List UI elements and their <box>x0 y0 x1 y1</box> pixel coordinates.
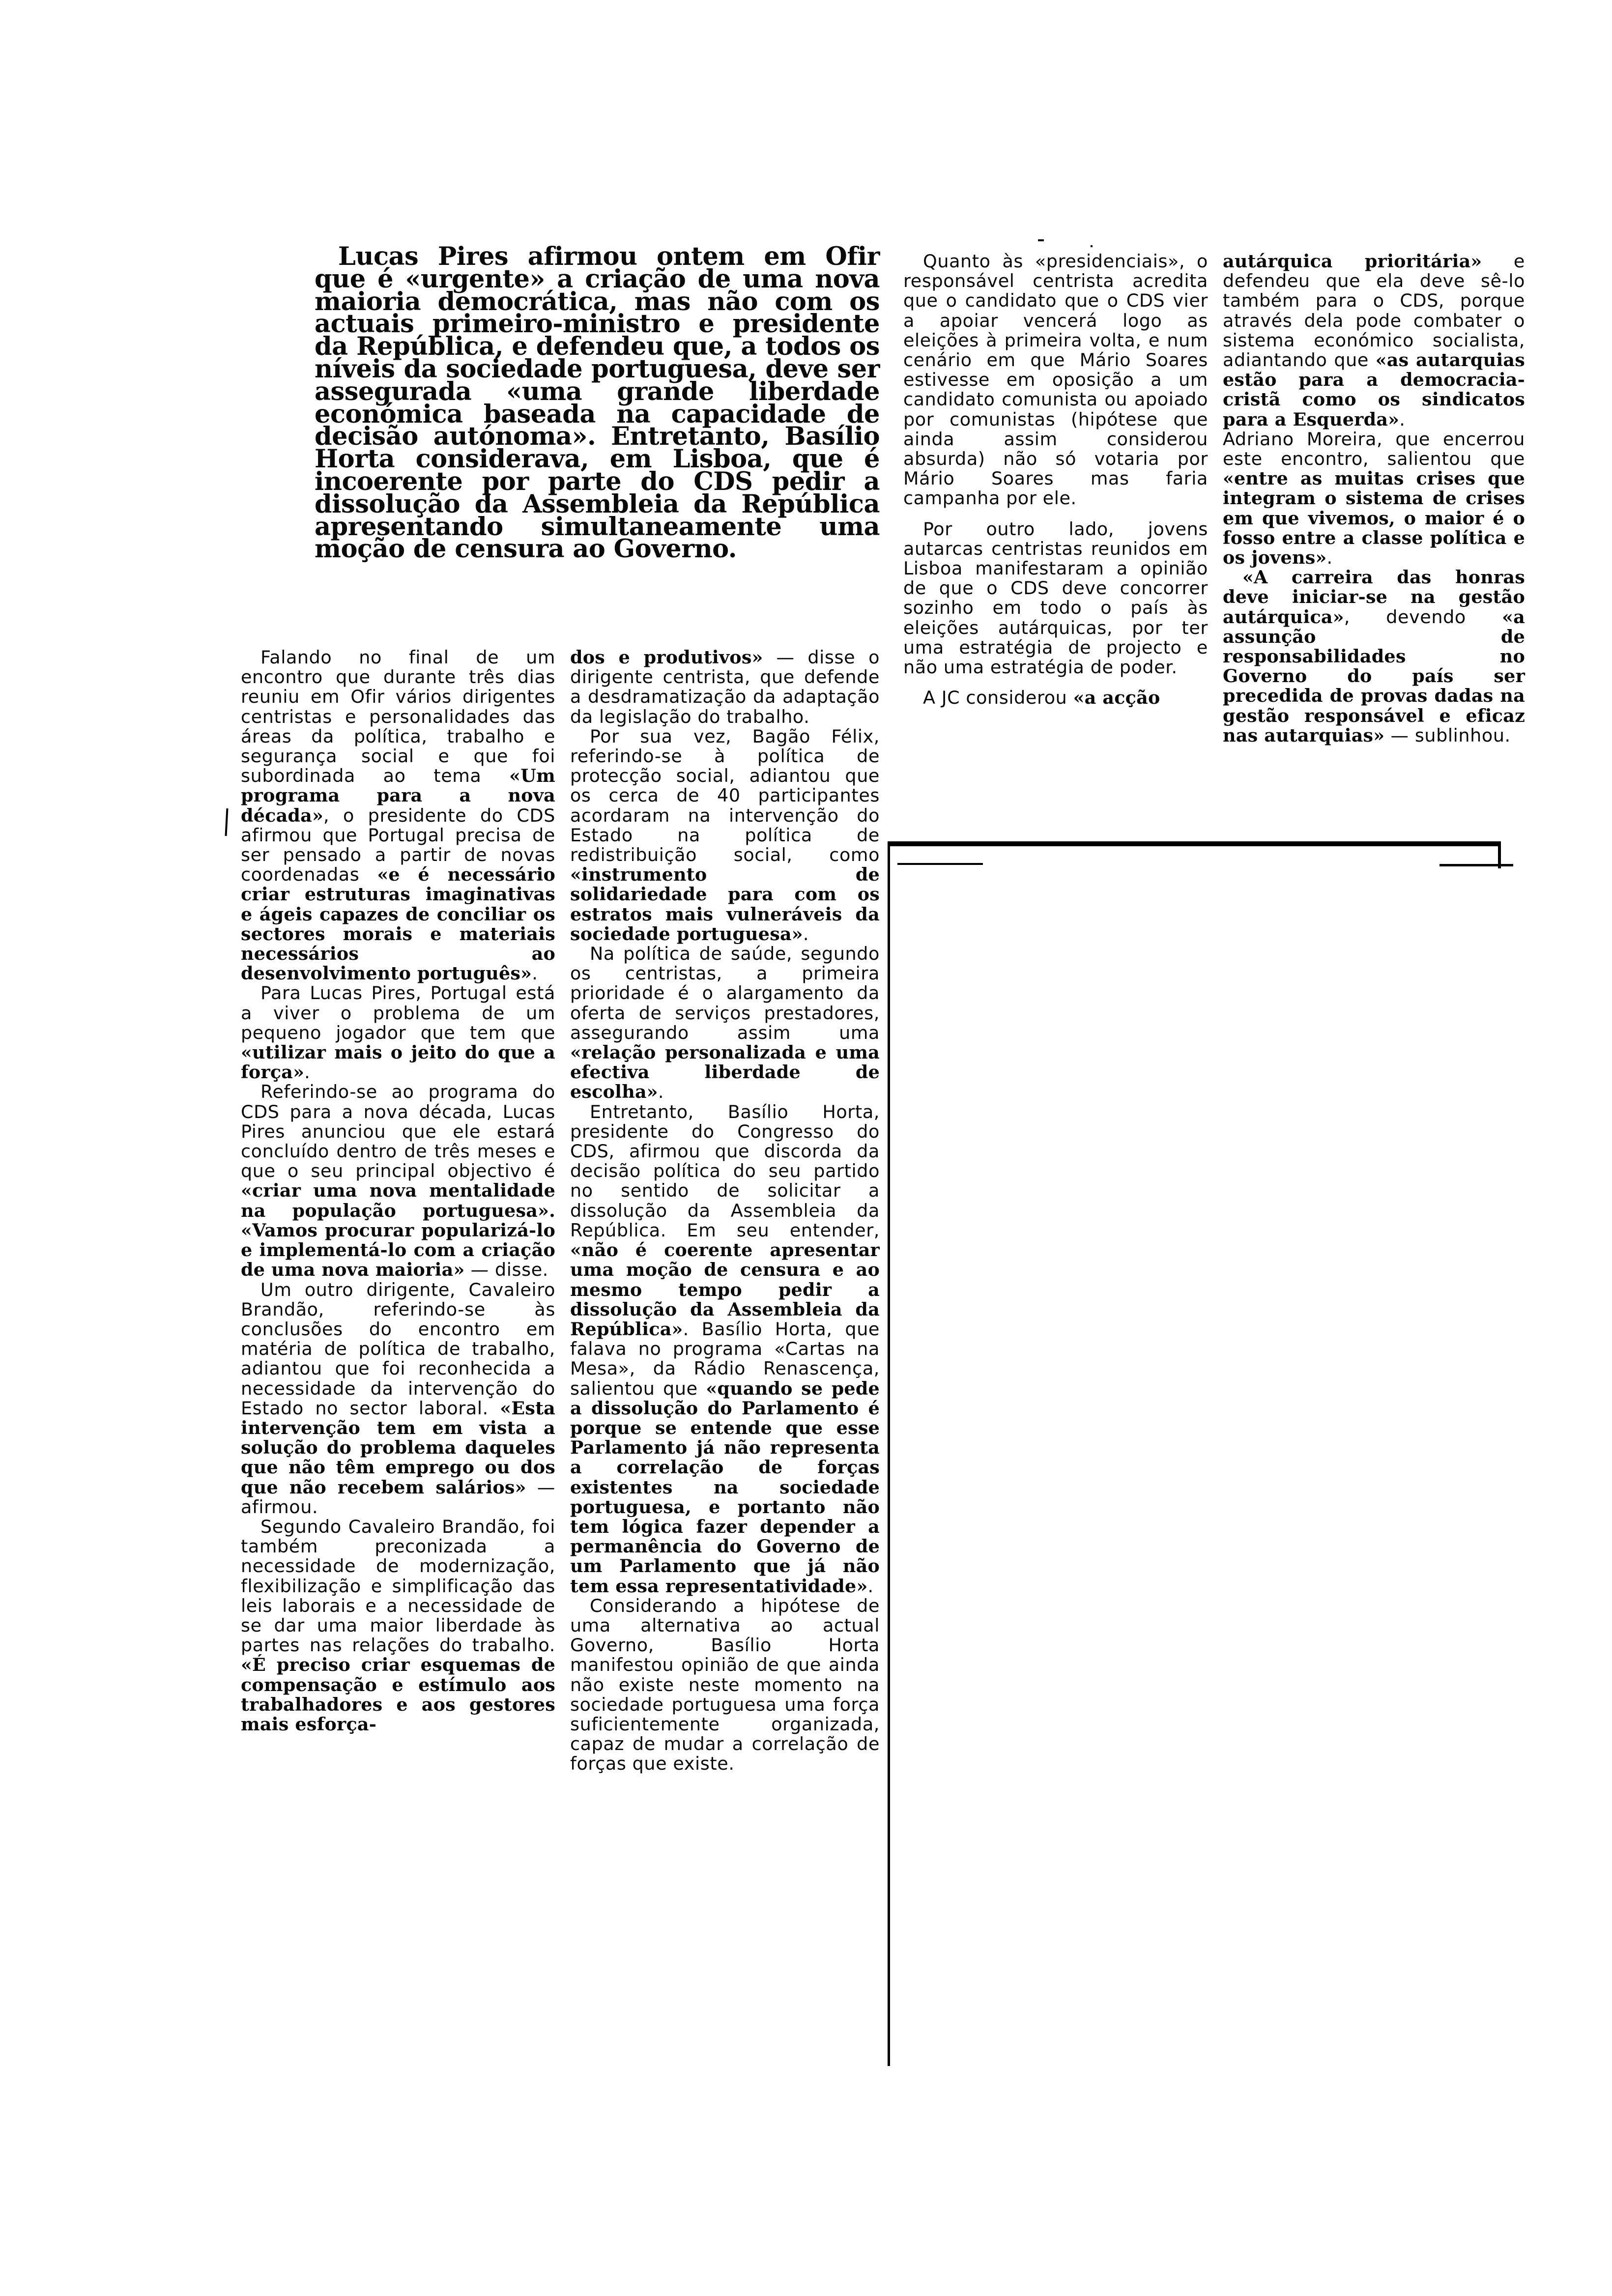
text-run: Por outro lado, jovens autarcas centristas reunidos em Lisboa manifestaram a opinião de que o CDS deve concorrer sozinho em todo o país às eleições autárquicas, por ter uma estratégia de projecto e não uma estratégia de poder. <box>903 518 1208 678</box>
bold-quote-run: «as autarquias estão para a democracia-cristã como os sindicatos para a Esquerda» <box>1223 349 1525 430</box>
text-run: . <box>1326 547 1333 569</box>
text-run: Falando no final de um encontro que durante três dias reuniu em Ofir vários dirigentes centristas e personalidades das áreas da política, trabalho e segurança social e que foi subordinada ao tema <box>241 647 555 787</box>
bold-quote-run: dos e produtivos» <box>570 647 763 668</box>
text-run: Quanto às «presidenciais», o responsável centrista acredita que o candidato que o CDS vier a apoiar vencerá logo as eleições à primeira volta, e num cenário em que Mário Soares estivesse em oposição a um candidato comunista ou apoiado por comunistas (hipótese que ainda assim considerou absurda) não só votaria por Mário Soares mas faria campanha por ele. <box>903 251 1208 509</box>
paragraph <box>1223 568 1525 746</box>
paragraph <box>903 688 1208 708</box>
text-run: — disse. <box>464 1259 548 1281</box>
bold-quote-run: «a acção <box>1073 687 1160 709</box>
paragraph <box>570 648 880 727</box>
bold-quote-run: «criar uma nova mentalidade na população portuguesa». «Vamos procurar popularizá-lo e implementá-lo com a criação de uma nova maioria» <box>241 1180 555 1281</box>
text-run: Considerando a hipótese de uma alternativa ao actual Governo, Basílio Horta manifestou opinião de que ainda não existe neste momento na sociedade portuguesa uma força suficientemente organizada, capaz de mudar a correlação de forças que existe. <box>570 1595 880 1775</box>
box-inner-rule-right <box>1439 864 1513 866</box>
article-column-4 <box>1223 252 1525 746</box>
bold-quote-run: «Um programa para a nova década» <box>241 765 555 826</box>
paragraph <box>241 1517 555 1734</box>
text-run: Referindo-se ao programa do CDS para a nova década, Lucas Pires anunciou que ele estará concluído dentro de três meses e que o seu principal objectivo é <box>241 1081 555 1182</box>
paragraph <box>241 983 555 1082</box>
paragraph <box>570 727 880 944</box>
text-run: . Basílio Horta, que falava no programa «Cartas na Mesa», da Rádio Renascença, salientou que <box>570 1318 880 1399</box>
paragraph <box>241 1280 555 1517</box>
text-run: . <box>304 1062 311 1083</box>
text-run: A JC considerou <box>923 687 1073 709</box>
text-run: , devendo <box>1344 606 1502 628</box>
bold-quote-run: «quando se pede a dissolução do Parlamento é porque se entende que esse Parlamento já não representa a correlação de forças existentes na sociedade portuguesa, e portanto não tem lógica fazer depender a permanência do Governo de um Parlamento que já não tem essa representatividade» <box>570 1378 880 1597</box>
scan-mark-top <box>1038 239 1044 241</box>
paragraph <box>241 648 555 983</box>
text-run: Um outro dirigente, Cavaleiro Brandão, referindo-se às conclusões do encontro em matéria de política de trabalho, adiantou que foi reconhecida a necessidade da intervenção do Estado no sector laboral. <box>241 1279 555 1419</box>
box-top-rule <box>890 841 1501 846</box>
text-run: — afirmou. <box>241 1476 555 1518</box>
lead-text: Lucas Pires afirmou ontem em Ofir que é «urgente» a criação de uma nova maioria democrática, mas não com os actuais primeiro-ministro e presidente da República, e defendeu que, a todos os níveis da sociedade portuguesa, deve ser assegurada «uma grande liberdade económica baseada na capacidade de decisão autónoma». Entretanto, Basílio Horta considerava, em Lisboa, que é incoerente por parte do CDS pedir a dissolução da Assembleia da República apresentando simultaneamente uma moção de censura ao Governo. <box>315 242 880 564</box>
bold-quote-run: «relação personalizada e uma efectiva liberdade de escolha» <box>570 1042 880 1103</box>
text-run: . <box>1399 408 1406 430</box>
text-run: . <box>867 1575 874 1597</box>
bold-quote-run: «entre as muitas crises que integram o sistema de crises em que vivemos, o maior é o fosso entre a classe política e os jovens» <box>1223 468 1525 569</box>
paragraph <box>903 519 1208 678</box>
paragraph <box>1223 430 1525 568</box>
text-run: Entretanto, Basílio Horta, presidente do Congresso do CDS, afirmou que discorda da decisão política do seu partido no sentido de solicitar a dissolução da Assembleia da República. Em seu entender, <box>570 1101 880 1241</box>
paragraph <box>570 1596 880 1774</box>
bold-quote-run: «não é coerente apresentar uma moção de censura e ao mesmo tempo pedir a dissolução da Assembleia da República» <box>570 1239 880 1340</box>
scan-mark-left <box>225 808 229 836</box>
lead-paragraph <box>315 242 880 564</box>
text-run: , o presidente do CDS afirmou que Portugal precisa de ser pensado a partir de novas coordenadas <box>241 804 555 886</box>
bold-quote-run: «a assunção de responsabilidades no Governo do país ser precedida de provas dadas na gestão responsável e eficaz nas autarquias» <box>1223 606 1525 746</box>
paragraph <box>570 1102 880 1596</box>
bold-quote-run: «A carreira das honras deve iniciar-se na gestão autárquica» <box>1223 567 1525 628</box>
text-run: . <box>532 963 538 984</box>
article-column-1 <box>241 648 555 1734</box>
paragraph <box>241 1082 555 1280</box>
bold-quote-run: «utilizar mais o jeito do que a força» <box>241 1042 555 1083</box>
bold-quote-run: «É preciso criar esquemas de compensação e estímulo aos trabalhadores e aos gestores mais esforça- <box>241 1654 555 1735</box>
text-run: . <box>803 923 809 945</box>
article-column-3 <box>903 252 1208 708</box>
article-column-2 <box>570 648 880 1774</box>
text-run: — disse o dirigente centrista, que defende a desdramatização da adaptação da legislação do trabalho. <box>570 647 880 727</box>
text-run: Para Lucas Pires, Portugal está a viver o problema de um pequeno jogador que tem que <box>241 982 555 1043</box>
bold-quote-run: «e é necessário criar estruturas imaginativas e ágeis capazes de conciliar os sectores morais e materiais necessários ao desenvolvimento português» <box>241 864 555 984</box>
text-run: Adriano Moreira, que encerrou este encontro, salientou que <box>1223 428 1525 470</box>
text-run: — sublinhou. <box>1384 724 1511 746</box>
paragraph <box>570 944 880 1102</box>
box-inner-rule-left <box>897 863 983 865</box>
scan-speck-top <box>1091 245 1093 247</box>
text-run: . <box>658 1081 664 1103</box>
text-run: Na política de saúde, segundo os centristas, a primeira prioridade é o alargamento da oferta de serviços prestadores, assegurando assim uma <box>570 943 880 1043</box>
bold-quote-run: «Esta intervenção tem em vista a solução do problema daqueles que não têm emprego ou dos que não recebem salários» <box>241 1397 555 1498</box>
text-run: Por sua vez, Bagão Félix, referindo-se à política de protecção social, adiantou que os cerca de 40 participantes acordaram na intervenção do Estado na política de redistribuição social, como <box>570 725 880 866</box>
empty-bordered-box <box>888 841 1499 2066</box>
text-run: Segundo Cavaleiro Brandão, foi também preconizada a necessidade de modernização, flexibilização e simplificação das leis laborais e a necessidade de se dar uma maior liberdade às partes nas relações do trabalho. <box>241 1516 555 1656</box>
bold-quote-run: autárquica prioritária» <box>1223 251 1482 272</box>
paragraph <box>1223 252 1525 430</box>
text-run: e defendeu que ela deve sê-lo também para o CDS, porque através dela pode combater o sistema económico socialista, adiantando que <box>1223 251 1525 371</box>
paragraph <box>903 252 1208 509</box>
bold-quote-run: «instrumento de solidariedade para com os estratos mais vulneráveis da sociedade portuguesa» <box>570 864 880 945</box>
